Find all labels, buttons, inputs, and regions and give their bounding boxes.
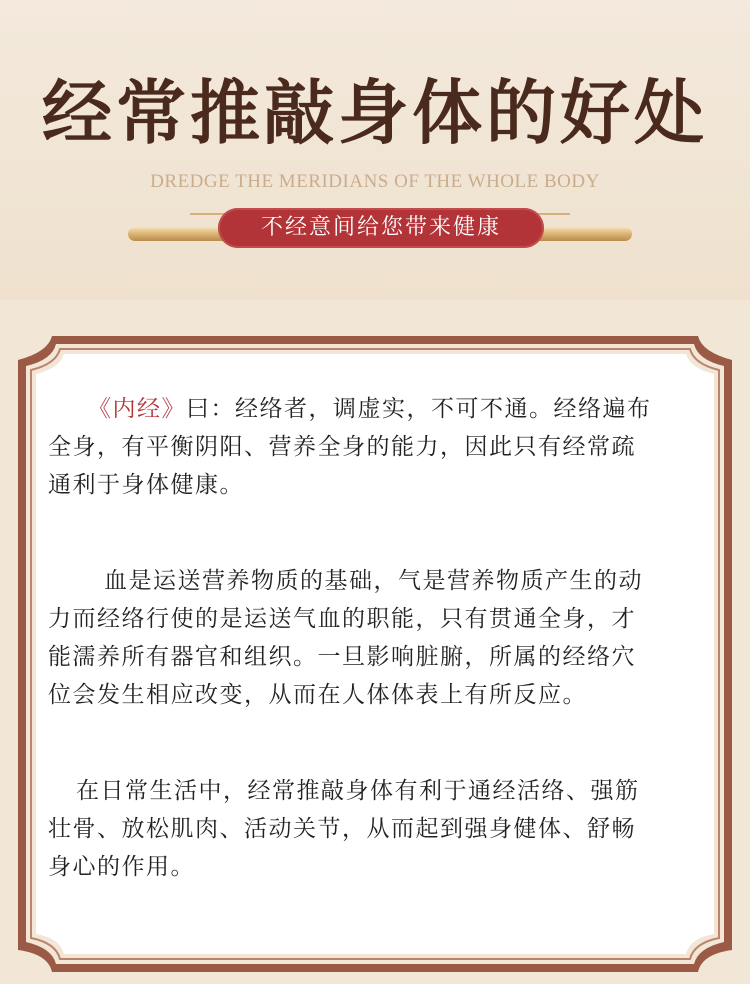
- page-title: 经常推敲身体的好处: [42, 71, 708, 154]
- tagline-badge: 不经意间给您带来健康: [218, 208, 544, 248]
- paragraph-1-line-2: 全身，有平衡阴阳、营养全身的能力，因此只有经常疏: [48, 434, 636, 460]
- paragraph-1-line-1: 《内经》曰：经络者，调虚实，不可不通。经络遍布: [88, 396, 652, 422]
- book-title: 《内经》: [88, 396, 186, 422]
- paragraph-2-line-2: 力而经络行使的是运送气血的职能，只有贯通全身，才: [48, 606, 636, 632]
- paragraph-2-line-4: 位会发生相应改变，从而在人体体表上有所反应。: [48, 682, 587, 708]
- paragraph-2-line-1: 血是运送营养物质的基础，气是营养物质产生的动: [104, 568, 643, 594]
- paragraph-1: [48, 390, 708, 504]
- article-body: [48, 390, 708, 944]
- paragraph-2-line-3: 能濡养所有器官和组织。一旦影响脏腑，所属的经络穴: [48, 644, 636, 670]
- english-subtitle: DREDGE THE MERIDIANS OF THE WHOLE BODY: [150, 171, 600, 192]
- paragraph-3: [48, 772, 708, 886]
- paragraph-2: [48, 562, 708, 714]
- paragraph-3-line-1: 在日常生活中，经常推敲身体有利于通经活络、强筋: [76, 778, 640, 804]
- paragraph-3-line-3: 身心的作用。: [48, 854, 195, 880]
- paragraph-1-line-3: 通利于身体健康。: [48, 472, 244, 498]
- paragraph-3-line-2: 壮骨、放松肌肉、活动关节，从而起到强身健体、舒畅: [48, 816, 636, 842]
